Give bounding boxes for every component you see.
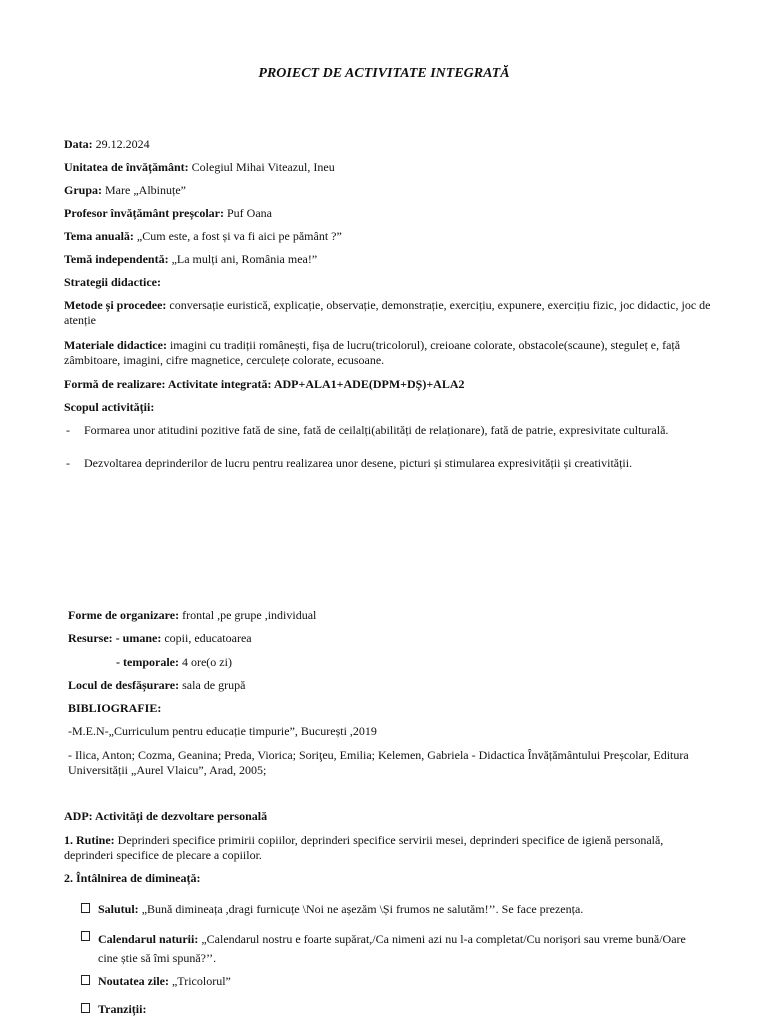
bibliografie-item-1: -M.E.N-„Curriculum pentru educație timpurie”, București ,2019 [68, 724, 377, 738]
field-tema-anuala: Tema anuală: „Cum este, a fost și va fi aici pe pământ ?” [64, 229, 342, 243]
checkbox-bullet-icon [81, 903, 90, 913]
field-forme-organizare: Forme de organizare: frontal ,pe grupe ,individual [68, 608, 317, 622]
bullet-tranzitii: Tranziții: [98, 1002, 147, 1016]
list-dash: - [66, 456, 70, 470]
field-strategii: Strategii didactice: [64, 275, 161, 289]
scop-item-2: Dezvoltarea deprinderilor de lucru pentru realizarea unor desene, picturi și stimularea expresivității și creativității. [84, 456, 633, 470]
field-data: Data: 29.12.2024 [64, 137, 150, 151]
field-metode: Metode și procedee: conversație euristică, explicație, observație, demonstrație, exercițiu, expunere, exercițiu fizic, joc didactic, joc de atenție [64, 298, 711, 327]
field-temporale: - temporale: 4 ore(o zi) [116, 655, 232, 669]
bullet-noutatea: Noutatea zile: „Tricolorul” [98, 974, 231, 988]
field-materiale: Materiale didactice: imagini cu tradiții românești, fișa de lucru(tricolorul), creioane colorate, obstacole(scaune), steguleț e, față zâmbitoare, imagini, cifre magnetice, cerculețe colorate, ecusoane. [64, 338, 681, 367]
field-profesor: Profesor învățământ preșcolar: Puf Oana [64, 206, 272, 220]
field-grupa: Grupa: Mare „Albinuțe” [64, 183, 186, 197]
scop-item-1: Formarea unor atitudini pozitive fată de sine, fată de ceilalți(abilități de relaționare), fată de patrie, expresivitate culturală. [84, 423, 669, 437]
checkbox-bullet-icon [81, 975, 90, 985]
checkbox-bullet-icon [81, 931, 90, 941]
field-tema-independenta: Temă independentă: „La mulți ani, România mea!” [64, 252, 318, 266]
field-forma: Formă de realizare: Activitate integrată: ADP+ALA1+ADE(DPM+DȘ)+ALA2 [64, 377, 465, 391]
field-locul: Locul de desfășurare: sala de grupă [68, 678, 246, 692]
bullet-calendarul: Calendarul naturii: „Calendarul nostru e foarte supărat,/Ca nimeni azi nu l-a completat/Cu norișori sau vreme bună/Oare cine știe să îmi spună?’’. [98, 932, 686, 965]
bibliografie-heading: BIBLIOGRAFIE: [68, 701, 162, 715]
field-resurse: Resurse: - umane: copii, educatoarea [68, 631, 252, 645]
page-title: PROIECT DE ACTIVITATE INTEGRATĂ [258, 66, 510, 81]
adp-rutine: 1. Rutine: Deprinderi specifice primirii copiilor, deprinderi specifice servirii mesei, deprinderi specifice de igienă personală, deprinderi specifice de plecare a copiilor. [64, 833, 664, 862]
field-unitatea: Unitatea de învățământ: Colegiul Mihai Viteazul, Ineu [64, 160, 335, 174]
adp-heading: ADP: Activități de dezvoltare personală [64, 809, 268, 823]
checkbox-bullet-icon [81, 1003, 90, 1013]
bullet-salutul: Salutul: „Bună dimineața ,dragi furnicuțe \Noi ne așezăm \Și frumos ne salutăm!’’. Se face prezența. [98, 902, 584, 916]
list-dash: - [66, 423, 70, 437]
bibliografie-item-2: - Ilica, Anton; Cozma, Geanina; Preda, Viorica; Soriţeu, Emilia; Kelemen, Gabriela - Didactica Învățământului Preșcolar, Editura Universității „Aurel Vlaicu”, Arad, 2005; [68, 748, 689, 777]
field-scopul: Scopul activității: [64, 400, 155, 414]
adp-intalnirea: 2. Întâlnirea de dimineață: [64, 871, 201, 885]
